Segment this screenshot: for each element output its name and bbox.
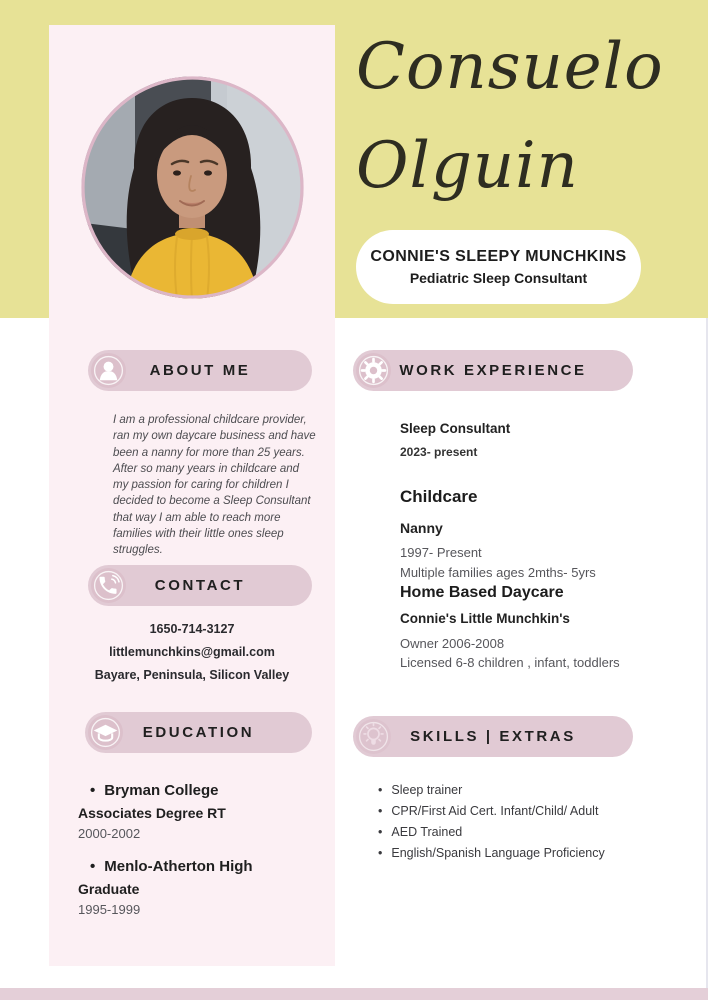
work-group-heading-2: Home Based Daycare	[400, 584, 564, 602]
person-name	[356, 18, 708, 216]
section-header-skills	[353, 716, 633, 757]
name-first: Consuelo	[356, 30, 664, 104]
job-title-3: Connie's Little Munchkin's	[400, 611, 570, 626]
job-dates-1: 2023- present	[400, 444, 478, 459]
job-detail-3a: Owner 2006-2008	[400, 635, 505, 651]
work-group-heading-1: Childcare	[400, 487, 478, 507]
job-dates-2: 1997- Present	[400, 545, 482, 561]
education-header-label: EDUCATION	[142, 724, 255, 741]
school-name: • Menlo-Atherton High	[78, 858, 323, 875]
education-entry	[78, 782, 323, 841]
job-detail-3b: Licensed 6-8 children , infant, toddlers	[400, 655, 620, 671]
business-name: CONNIE'S SLEEPY MUNCHKINS	[370, 248, 627, 265]
education-list	[78, 782, 323, 917]
portrait-illustration	[77, 72, 308, 303]
degree: Graduate	[78, 881, 140, 897]
skills-list	[378, 783, 638, 867]
skill-item: • AED Trained	[378, 825, 638, 841]
skill-item: • Sleep trainer	[378, 783, 638, 799]
phone-number: 1650-714-3127	[149, 622, 235, 636]
graduation-cap-icon	[88, 715, 123, 750]
profile-photo	[77, 72, 308, 303]
lightbulb-icon	[356, 719, 391, 754]
footer-accent-bar	[0, 988, 708, 1000]
email-address: littlemunchkins@gmail.com	[109, 645, 275, 659]
job-title: Pediatric Sleep Consultant	[409, 270, 588, 286]
job-detail-2: Multiple families ages 2mths- 5yrs	[400, 565, 596, 581]
skills-header-label: SKILLS | EXTRAS	[410, 728, 576, 745]
contact-header-label: CONTACT	[154, 577, 246, 594]
work-experience-list	[400, 420, 638, 672]
location: Bayare, Peninsula, Silicon Valley	[94, 668, 290, 682]
section-header-contact	[88, 565, 312, 606]
phone-icon	[91, 568, 126, 603]
skill-item: • English/Spanish Language Proficiency	[378, 846, 638, 862]
about-paragraph: I am a professional childcare provider, ran my own daycare business and have been a nanny for more than 25 years. After so many years in childcare and my passion for caring for children I decided to become a Sleep Consultant that way I am able to reach more families with their little ones sleep struggles.	[113, 414, 316, 557]
section-header-about	[88, 350, 312, 391]
job-title-1: Sleep Consultant	[400, 421, 511, 436]
contact-info	[49, 618, 335, 687]
section-header-education	[85, 712, 312, 753]
business-title-badge	[356, 230, 641, 304]
degree: Associates Degree RT	[78, 805, 226, 821]
name-last: Olguin	[356, 129, 579, 203]
person-icon	[91, 353, 126, 388]
skill-item: • CPR/First Aid Cert. Infant/Child/ Adult	[378, 804, 638, 820]
work-header-label: WORK EXPERIENCE	[399, 362, 587, 379]
education-years: 2000-2002	[78, 826, 141, 841]
job-title-2: Nanny	[400, 520, 443, 537]
section-header-work	[353, 350, 633, 391]
gear-icon	[356, 353, 391, 388]
education-entry	[78, 858, 323, 917]
school-name: • Bryman College	[78, 782, 323, 799]
education-years: 1995-1999	[78, 902, 141, 917]
about-header-label: ABOUT ME	[149, 362, 251, 379]
